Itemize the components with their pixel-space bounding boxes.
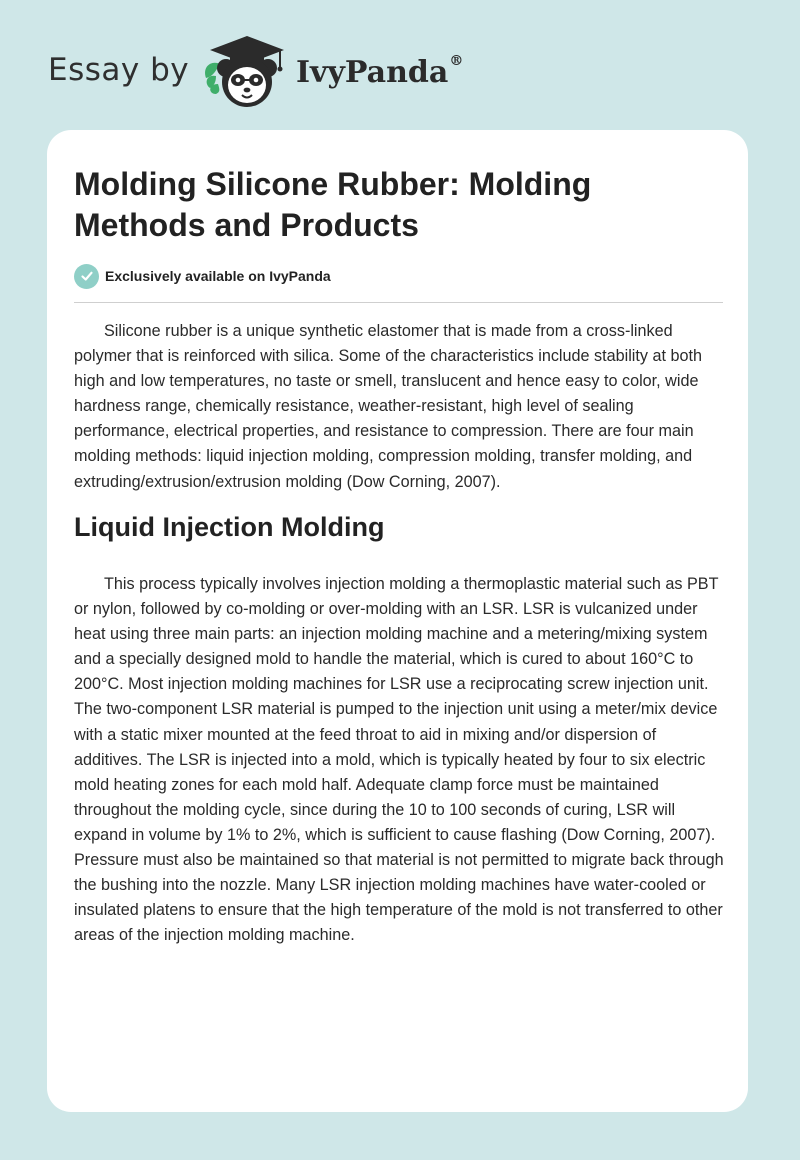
divider <box>74 302 723 303</box>
panda-graduate-icon[interactable] <box>202 34 292 110</box>
check-icon <box>74 264 99 289</box>
page-title: Molding Silicone Rubber: Molding Methods and Products <box>74 166 592 243</box>
registered-mark: ® <box>449 53 464 69</box>
paragraph-intro: Silicone rubber is a unique synthetic elastomer that is made from a cross-linked polymer that is reinforced with silica. Some of the characteristics include stability at both high and low temperatures, no taste or smell, translucent and hence easy to color, wide hardness range, chemically resistance, weather-resistant, high level of sealing performance, electrical properties, and resistance to compression. There are four main molding methods: liquid injection molding, compression molding, transfer molding, and extruding/extrusion/extrusion molding (Dow Corning, 2007). <box>74 322 702 491</box>
section-heading: Liquid Injection Molding <box>74 512 385 542</box>
site-header <box>48 34 748 110</box>
exclusive-label: Exclusively available on IvyPanda <box>105 268 331 284</box>
brand-text: IvyPanda <box>296 55 449 90</box>
brand-name[interactable] <box>296 55 463 90</box>
essay-by-label: Essay by <box>48 52 190 88</box>
paragraph-liquid-injection: This process typically involves injection molding a thermoplastic material such as PBT or nylon, followed by co-molding or over-molding with an LSR. LSR is vulcanized under heat using three main parts: an injection molding machine and a metering/mixing system and a specially designed mold to handle the material, which is cured to about 160°C to 200°C. Most injection molding machines for LSR use a reciprocating screw injection unit. The two-component LSR material is pumped to the injection unit using a meter/mix device with a static mixer mounted at the feed throat to aid in mixing and/or dispersion of additives. The LSR is injected into a mold, which is typically heated by four to six electric mold heating zones for each mold half. Adequate clamp force must be maintained throughout the molding cycle, since during the 10 to 100 seconds of curing, LSR will expand in volume by 1% to 2%, which is sufficient to cause flashing (Dow Corning, 2007). Pressure must also be maintained so that material is not permitted to migrate back through the bushing into the nozzle. Many LSR injection molding machines have water-cooled or insulated platens to ensure that the high temperature of the mold is not transferred to other areas of the injection molding machine. <box>74 575 724 945</box>
exclusive-badge <box>74 263 331 289</box>
article-card <box>47 130 748 1112</box>
